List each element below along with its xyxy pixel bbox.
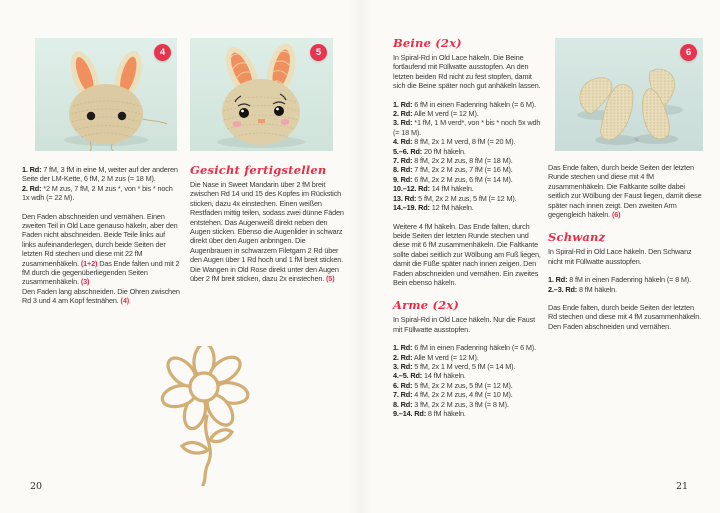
bunny-cheek-left xyxy=(233,121,242,127)
photo-reference-marker: (5) xyxy=(326,274,335,284)
face-section-heading: Gesicht fertigstellen xyxy=(190,163,327,177)
round-instruction xyxy=(393,381,545,390)
round-number: 5.–6. Rd: xyxy=(393,146,423,156)
photo-reference-marker: (4) xyxy=(120,296,130,306)
right-column-legs-arms xyxy=(393,36,545,418)
round-instruction xyxy=(393,100,545,109)
page-number-left: 20 xyxy=(30,481,43,492)
round-instruction xyxy=(393,156,545,165)
right-column-tail xyxy=(548,162,704,331)
round-instruction xyxy=(393,353,545,362)
round-number: 6. Rd: xyxy=(393,380,413,390)
round-text: Alle M verd (= 12 M). xyxy=(412,352,479,362)
bunny-head xyxy=(69,84,143,144)
text-segment: Den Faden abschneiden und vernähen. Einen zweiten Teil in Old Lace genauso häkeln, aber den Faden nicht abschneiden. Beide Teile links auf links aufeinanderlegen, durch beide Seiten der letzten Rd stechen und diese mit 22 fM zusammenhäkeln. xyxy=(22,211,178,268)
round-text: 5 fM, 2x 2 M zus, 5 fM (= 12 M). xyxy=(412,380,513,390)
tail-rounds xyxy=(548,275,704,294)
flower-center xyxy=(190,373,218,401)
round-text: 8 fM, 2x 1 M verd, 8 fM (= 20 M). xyxy=(412,137,516,147)
round-instruction xyxy=(393,137,545,146)
round-instruction xyxy=(393,362,545,371)
round-instruction xyxy=(393,371,545,380)
round-number: 4. Rd: xyxy=(393,137,413,147)
photo-step-4 xyxy=(35,38,177,151)
round-number: 1. Rd: xyxy=(393,343,413,353)
bunny-eye-left xyxy=(87,112,95,120)
round-text: 5 fM, 2x 2 M zus, 5 fM (= 12 M). xyxy=(416,193,517,203)
round-number: 1. Rd: xyxy=(393,99,413,109)
photo-reference-marker: (1+2) xyxy=(80,258,98,268)
round-instruction xyxy=(548,275,704,284)
round-text: 7 fM, 3 fM in eine M, weiter auf der anderen Seite der LM-Kette, 6 fM, 2 M zus (= 18 M). xyxy=(22,165,178,184)
round-number: 13. Rd: xyxy=(393,193,417,203)
round-number: 2. Rd: xyxy=(393,109,413,119)
left-column-face xyxy=(190,163,348,283)
left-column-ears xyxy=(22,165,180,306)
legs-intro-paragraph: In Spiral-Rd in Old Lace häkeln. Die Beine fortlaufend mit Füllwatte ausstopfen. An den letzten beiden Rd nicht zu fest stopfen, damit sich die Beine später noch gut anhäkeln lassen. xyxy=(393,53,541,91)
round-number: 14.–19. Rd: xyxy=(393,203,430,213)
page-number-right: 21 xyxy=(676,481,689,492)
round-text: 8 fM häkeln. xyxy=(577,284,617,294)
round-number: 8. Rd: xyxy=(393,399,413,409)
round-text: 8 fM häkeln. xyxy=(425,409,466,418)
page-gutter-shadow xyxy=(348,0,372,513)
step-badge-4: 4 xyxy=(154,44,171,61)
text-segment: Das Ende falten und mit 2 fM durch die gegenüberliegenden Seiten zusammenhäkeln. xyxy=(22,258,180,287)
bunny-eye-left xyxy=(239,108,249,118)
round-instruction xyxy=(393,118,545,137)
round-text: 5 fM, 2x 1 M verd, 5 fM (= 14 M). xyxy=(412,361,516,371)
flower-leaf-right xyxy=(210,430,232,442)
round-text: 20 fM häkeln. xyxy=(422,146,466,156)
round-instruction xyxy=(393,409,545,418)
round-number: 9. Rd: xyxy=(393,174,413,184)
round-instruction xyxy=(393,165,545,174)
round-text: 7 fM, 2x 2 M zus, 7 fM (= 16 M). xyxy=(412,165,513,175)
round-number: 10.–12. Rd: xyxy=(393,184,430,194)
round-instruction xyxy=(393,343,545,352)
round-number: 1. Rd: xyxy=(548,275,568,285)
photo-step-6 xyxy=(555,38,703,151)
round-instruction xyxy=(393,194,545,203)
round-instruction xyxy=(393,390,545,399)
round-text: 14 fM häkeln. xyxy=(422,371,466,381)
text-segment: Die Nase in Sweet Mandarin über 2 fM breit zwischen Rd 14 und 15 des Kopfes im Rückstich sticken, dazu 4x einstechen. Einen weißen Restfaden mittig teilen, sodass zwei dünne Fäden entstehen. Das Augenweiß direkt neben den Augen sticken. Ebenso die Augenlider in schwarz direkt über den Augen anbringen. Die Augenbrauen in schwarzem Filetgarn 2 Rd über den Augen über 1 Rd hoch und 1 fM breit sticken. Die Wangen in Old Rose direkt unter den Augen über 2 fM breit sticken, dazu 2x einstechen. xyxy=(190,180,344,284)
round-number: 3. Rd: xyxy=(393,361,413,371)
round-number: 2. Rd: xyxy=(22,183,42,193)
round-number: 7. Rd: xyxy=(393,156,413,166)
legs-finishing-paragraph: Weitere 4 fM häkeln. Das Ende falten, durch beide Seiten der letzten Runde stechen und diese mit 6 fM zusammenhäkeln. Die Faltkante sollte dabei seitlich zur Wölbung am Fuß liegen, damit die Füße später nach innen zeigen. Den Faden abschneiden und vernähen. Ein zweites Bein ebenso häkeln. xyxy=(393,221,541,287)
legs-section-heading: Beine (2x) xyxy=(393,36,462,50)
round-text: *2 M zus, 7 fM, 2 M zus *, von * bis * noch 1x wdh (= 22 M). xyxy=(22,183,173,203)
ear-finishing-paragraph xyxy=(22,212,180,306)
arm-finishing-paragraph xyxy=(548,163,704,219)
bunny-head xyxy=(222,79,300,145)
round-number: 7. Rd: xyxy=(393,390,413,400)
face-paragraph xyxy=(190,180,348,283)
round-instruction xyxy=(393,400,545,409)
flower-doodle xyxy=(157,346,253,486)
round-instruction xyxy=(548,285,704,294)
round-instruction xyxy=(393,175,545,184)
photo-step-5 xyxy=(190,38,333,151)
step-badge-5: 5 xyxy=(310,44,327,61)
round-text: Alle M verd (= 12 M). xyxy=(412,109,479,119)
text-segment: Den Faden lang abschneiden. Die Ohren zwischen Rd 3 und 4 am Kopf festnähen. xyxy=(22,286,180,306)
bunny-eye-right xyxy=(118,112,126,120)
tail-section-heading: Schwanz xyxy=(548,230,606,245)
round-text: 6 fM in einen Fadenring häkeln (= 6 M). xyxy=(412,343,536,353)
bunny-eye-right xyxy=(274,106,284,116)
bunny-cheek-right xyxy=(281,119,290,125)
round-text: *1 fM, 1 M verd*, von * bis * noch 5x wdh (= 18 M). xyxy=(393,118,541,137)
round-text: 8 fM in einen Fadenring häkeln (= 8 M). xyxy=(567,275,691,285)
round-text: 12 fM häkeln. xyxy=(429,203,474,213)
round-text: 6 fM, 2x 2 M zus, 6 fM (= 14 M). xyxy=(412,174,513,184)
round-instruction xyxy=(393,147,545,156)
round-text: 8 fM, 2x 2 M zus, 8 fM (= 18 M). xyxy=(412,156,513,166)
text-segment: Das Ende falten, durch beide Seiten der letzten Runde stechen und diese mit 4 fM zusammenhäkeln. Die Faltkante sollte dabei seitlich zur Wölbung der Faust liegen, damit diese später nach innen zeigt. Den zweiten Arm gegengleich häkeln. xyxy=(548,163,702,220)
round-text: 6 fM in einen Fadenring häkeln (= 6 M). xyxy=(412,99,536,109)
round-instruction xyxy=(393,184,545,193)
round-number: 1. Rd: xyxy=(22,165,42,174)
arms-intro-paragraph: In Spiral-Rd in Old Lace häkeln. Nur die Faust mit Füllwatte ausstopfen. xyxy=(393,315,535,334)
ear-rounds xyxy=(22,165,180,203)
round-instruction xyxy=(22,165,180,184)
round-text: 4 fM, 2x 2 M zus, 4 fM (= 10 M). xyxy=(412,390,513,400)
arms-rounds xyxy=(393,343,545,418)
round-instruction xyxy=(22,184,180,203)
photo-reference-marker: (3) xyxy=(80,277,90,287)
round-text: 3 fM, 2x 2 M zus, 3 fM (= 8 M). xyxy=(412,399,509,409)
step-badge-6: 6 xyxy=(680,44,697,61)
round-number: 8. Rd: xyxy=(393,165,413,175)
arms-section-heading: Arme (2x) xyxy=(393,298,460,313)
round-number: 2.–3. Rd: xyxy=(548,284,578,294)
flower-leaf-left xyxy=(182,443,208,454)
round-number: 4.–5. Rd: xyxy=(393,371,423,381)
round-instruction xyxy=(393,109,545,118)
round-number: 2. Rd: xyxy=(393,352,413,362)
tail-intro-paragraph: In Spiral-Rd in Old Lace häkeln. Den Schwanz nicht mit Füllwatte ausstopfen. xyxy=(548,247,692,266)
legs-rounds xyxy=(393,100,545,213)
round-number: 9.–14. Rd: xyxy=(393,409,426,418)
round-text: 14 fM häkeln. xyxy=(429,184,474,194)
tail-finishing-paragraph: Das Ende falten, durch beide Seiten der letzten Rd stechen und diese mit 4 fM zusammenhäkeln. Den Faden abschneiden und vernähen. xyxy=(548,303,702,331)
round-instruction xyxy=(393,203,545,212)
round-number: 3. Rd: xyxy=(393,118,413,128)
photo-reference-marker: (6) xyxy=(611,210,621,220)
